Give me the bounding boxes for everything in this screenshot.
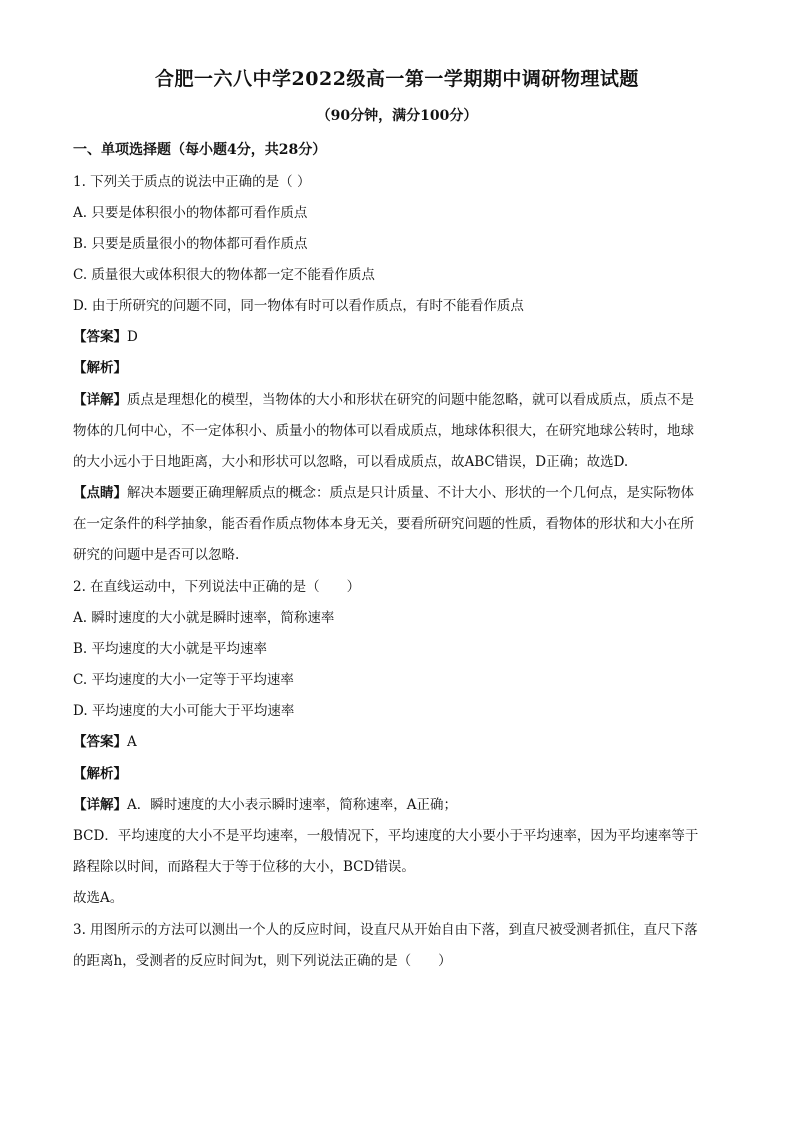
- question-1-option-b: B. 只要是质量很小的物体都可看作质点: [73, 236, 308, 252]
- question-2-detail-line-3: 路程除以时间，而路程大于等于位移的大小，BCD错误。: [73, 859, 415, 875]
- answer-tag: 【答案】: [73, 329, 127, 345]
- question-1-analysis-tag: [73, 358, 733, 378]
- detail-tag: 【详解】: [73, 392, 127, 408]
- analysis-tag: 【解析】: [73, 766, 127, 782]
- question-1-option-a: A. 只要是体积很小的物体都可看作质点: [73, 205, 308, 221]
- answer-value: A: [127, 734, 137, 750]
- question-2-option-d: D. 平均速度的大小可能大于平均速率: [73, 703, 295, 719]
- detail-text: A．瞬时速度的大小表示瞬时速率，简称速率，A正确；: [127, 797, 457, 813]
- question-1-comment-line-1: [73, 483, 733, 503]
- question-2-detail-line-1: [73, 795, 733, 815]
- comment-text: 解决本题要正确理解质点的概念：质点是只计质量、不计大小、形状的一个几何点，是实际物体: [127, 485, 694, 501]
- detail-text: 质点是理想化的模型，当物体的大小和形状在研究的问题中能忽略，就可以看成质点，质点不是: [127, 392, 694, 408]
- question-2-answer: [73, 732, 733, 752]
- question-1-option-d: D. 由于所研究的问题不同，同一物体有时可以看作质点，有时不能看作质点: [73, 298, 524, 314]
- analysis-tag: 【解析】: [73, 360, 127, 376]
- answer-tag: 【答案】: [73, 734, 127, 750]
- question-2-detail-line-4: 故选A。: [73, 890, 124, 906]
- question-2-detail-line-2: BCD．平均速度的大小不是平均速率，一般情况下，平均速度的大小要小于平均速率，因为平均速率等于: [73, 828, 699, 844]
- question-1-detail-line-2: 物体的几何中心，不一定体积小、质量小的物体可以看成质点，地球体积很大，在研究地球公转时，地球: [73, 423, 694, 439]
- page-title: 合肥一六八中学2022级高一第一学期期中调研物理试题: [155, 68, 639, 90]
- question-1-detail-line-3: 的大小远小于日地距离，大小和形状可以忽略，可以看成质点，故ABC错误，D正确；故选D.: [73, 454, 629, 470]
- question-2-stem: 2. 在直线运动中，下列说法中正确的是（ ）: [73, 579, 361, 595]
- question-1-comment-line-3: 研究的问题中是否可以忽略.: [73, 547, 240, 563]
- question-3-stem-line-2: 的距离h，受测者的反应时间为t，则下列说法正确的是（ ）: [73, 953, 452, 969]
- question-2-analysis-tag: [73, 764, 733, 784]
- section-heading: 一、单项选择题（每小题4分，共28分）: [73, 142, 327, 158]
- comment-tag: 【点睛】: [73, 485, 127, 501]
- question-1-stem: 1. 下列关于质点的说法中正确的是（ ）: [73, 174, 311, 190]
- question-1-answer: [73, 327, 733, 347]
- question-2-option-a: A. 瞬时速度的大小就是瞬时速率，简称速率: [73, 610, 335, 626]
- answer-value: D: [127, 329, 138, 345]
- question-3-stem-line-1: 3. 用图所示的方法可以测出一个人的反应时间，设直尺从开始自由下落，到直尺被受测者抓住，直尺下落: [73, 922, 698, 938]
- question-1-comment-line-2: 在一定条件的科学抽象，能否看作质点物体本身无关，要看所研究问题的性质，看物体的形状和大小在所: [73, 516, 694, 532]
- question-2-option-b: B. 平均速度的大小就是平均速率: [73, 641, 268, 657]
- question-1-option-c: C. 质量很大或体积很大的物体都一定不能看作质点: [73, 267, 375, 283]
- question-1-detail-line-1: [73, 390, 733, 410]
- page-subtitle: （90分钟，满分100分）: [316, 108, 478, 124]
- question-2-option-c: C. 平均速度的大小一定等于平均速率: [73, 672, 294, 688]
- detail-tag: 【详解】: [73, 797, 127, 813]
